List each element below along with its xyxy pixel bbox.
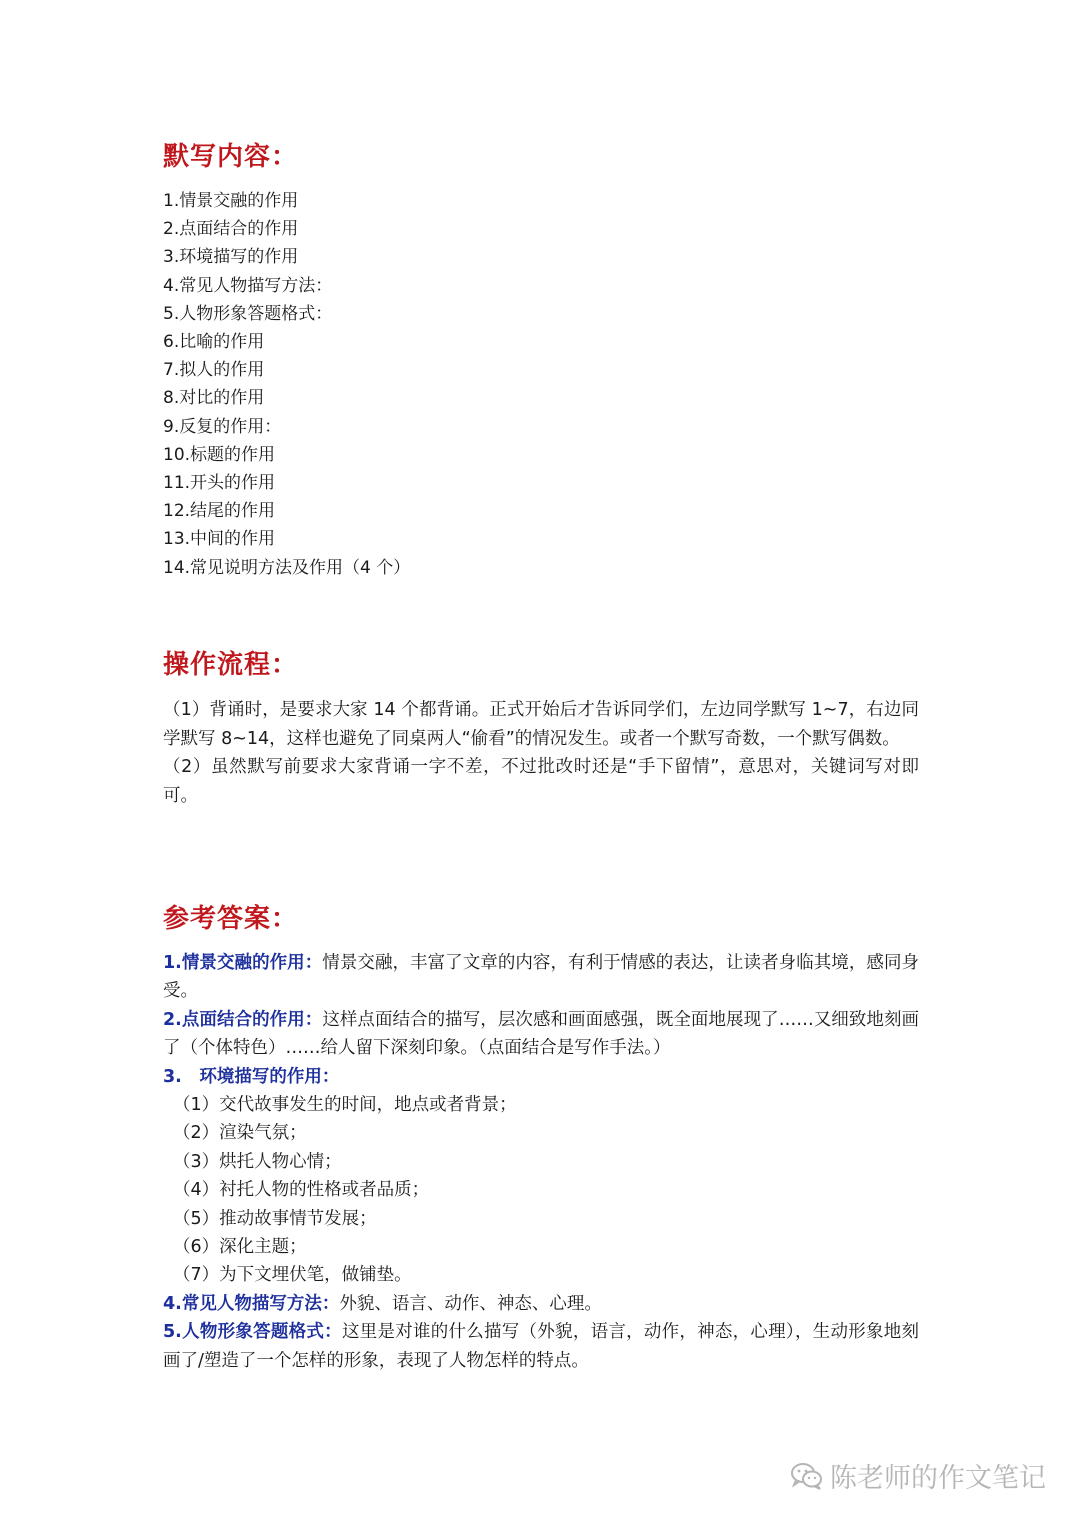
dictation-item: 8.对比的作用 [163, 388, 265, 409]
environment-item: （3）烘托人物心情； [173, 1151, 342, 1172]
answer-4-text: 外貌、语言、动作、神态、心理。 [339, 1293, 602, 1314]
answer-2-text: 这样点面结合的描写，层次感和画面感强，既全面地展现了……又细致地刻画了（个体特色）……给人留下深刻印象。（点面结合是写作手法。） [163, 1009, 920, 1059]
answer-4-label: 4.常见人物描写方法： [163, 1293, 340, 1314]
answer-1-label: 1.情景交融的作用： [163, 953, 323, 973]
dictation-item: 11.开头的作用 [163, 473, 276, 494]
watermark-text: 陈老师的作文笔记 [830, 1463, 1046, 1494]
environment-item: （7）为下文埋伏笔，做铺垫。 [173, 1265, 412, 1286]
answer-1-text: 情景交融，丰富了文章的内容，有利于情感的表达，让读者身临其境，感同身受。 [163, 953, 920, 1002]
procedure-text [163, 696, 919, 810]
dictation-item: 14.常见说明方法及作用（4 个） [163, 557, 411, 578]
answer-2 [163, 1006, 919, 1063]
answer-3 [163, 1063, 919, 1091]
answer-5 [163, 1318, 919, 1375]
dictation-item: 10.标题的作用 [163, 444, 276, 465]
dictation-item: 6.比喻的作用 [163, 332, 265, 353]
section-title-dictation: 默写内容： [163, 142, 299, 172]
dictation-item: 12.结尾的作用 [163, 501, 276, 522]
answers-block [163, 949, 919, 1375]
answer-4 [163, 1290, 919, 1318]
answer-5-label: 5.人物形象答题格式： [163, 1322, 342, 1343]
procedure-paragraph-2: （2）虽然默写前要求大家背诵一字不差，不过批改时还是“手下留情”，意思对，关键词写对即可。 [163, 757, 919, 806]
dictation-item: 4.常见人物描写方法： [163, 275, 333, 296]
wechat-icon [790, 1461, 824, 1491]
environment-item: （1）交代故事发生的时间，地点或者背景； [173, 1095, 517, 1116]
dictation-item: 1.情景交融的作用 [163, 191, 299, 211]
environment-item: （6）深化主题； [173, 1237, 307, 1258]
environment-item: （4）衬托人物的性格或者品质； [173, 1180, 430, 1201]
dictation-item: 13.中间的作用 [163, 529, 276, 550]
dictation-item: 7.拟人的作用 [163, 360, 265, 381]
answer-3-items [163, 1091, 919, 1290]
answer-2-label: 2.点面结合的作用： [163, 1009, 323, 1030]
watermark [790, 1456, 1046, 1495]
dictation-item: 3.环境描写的作用 [163, 247, 299, 268]
answer-1 [163, 949, 919, 1006]
answer-5-text: 这里是对谁的什么描写（外貌，语言，动作，神态，心理），生动形象地刻画了/塑造了一个怎样的形象，表现了人物怎样的特点。 [163, 1322, 920, 1371]
answer-3-label: 3. 环境描写的作用： [163, 1066, 340, 1087]
dictation-list [163, 187, 410, 582]
environment-item: （5）推动故事情节发展； [173, 1208, 377, 1229]
procedure-paragraph-1: （1）背诵时，是要求大家 14 个都背诵。正式开始后才告诉同学们，左边同学默写 1~7，右边同学默写 8~14，这样也避免了同桌两人“偷看”的情况发生。或者一个默写奇数，一个默写偶数。 [163, 700, 919, 749]
section-title-answers: 参考答案： [163, 904, 299, 934]
environment-item: （2）渲染气氛； [173, 1123, 307, 1144]
dictation-item: 9.反复的作用： [163, 416, 282, 437]
dictation-item: 5.人物形象答题格式： [163, 303, 333, 324]
dictation-item: 2.点面结合的作用 [163, 219, 299, 240]
section-title-procedure: 操作流程： [163, 650, 299, 680]
